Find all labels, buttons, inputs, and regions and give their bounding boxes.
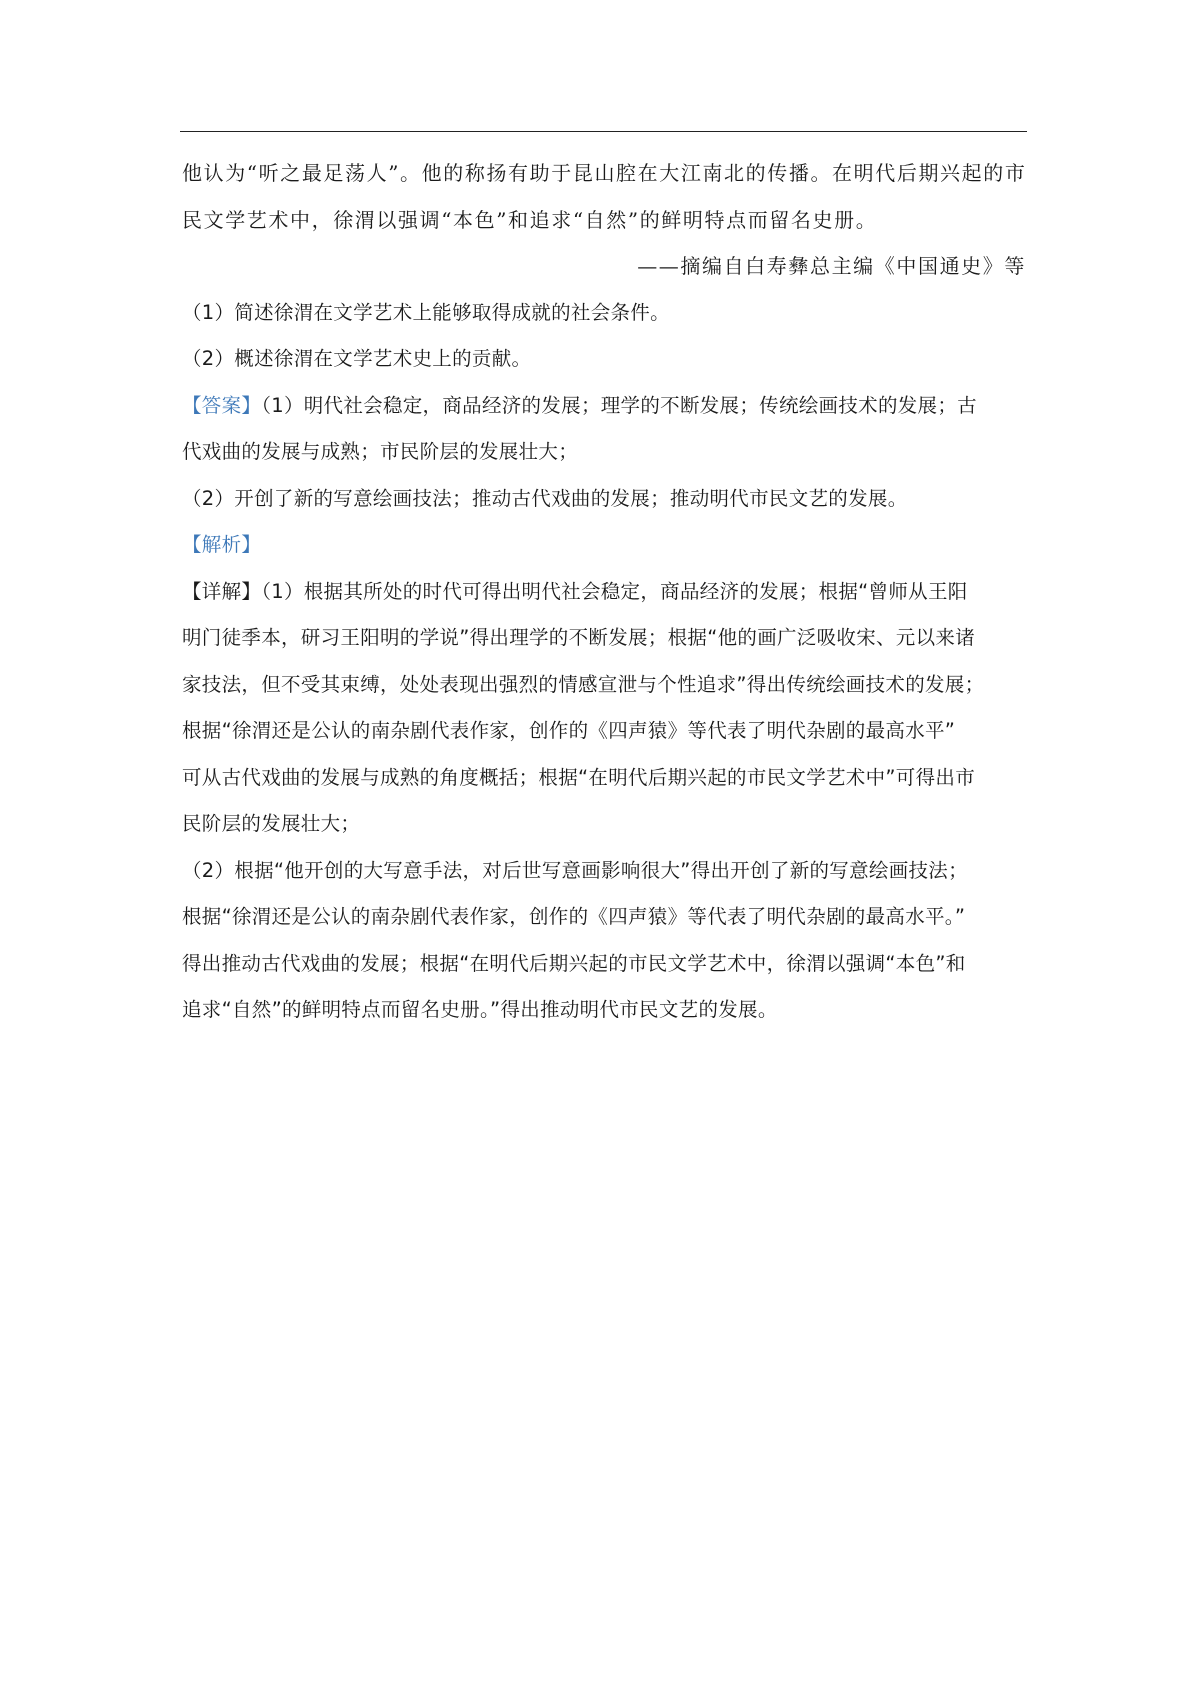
analysis-line: 【详解】（1）根据其所处的时代可得出明代社会稳定，商品经济的发展；根据“曾师从王阳 [182,579,968,603]
quote-line-1: 他认为“听之最足荡人”。他的称扬有助于昆山腔在大江南北的传播。在明代后期兴起的市 [182,161,1027,185]
answer-tag: 【答案】 [182,393,262,417]
analysis-line: 可从古代戏曲的发展与成熟的角度概括；根据“在明代后期兴起的市民文学艺术中”可得出市 [182,765,976,789]
analysis-line: 明门徒季本，研习王阳明的学说”得出理学的不断发展；根据“他的画广泛吸收宋、元以来诸 [182,626,976,649]
analysis-line: 追求“自然”的鲜明特点而留名史册。”得出推动明代市民文艺的发展。 [182,998,778,1021]
answer-part2: （2）开创了新的写意绘画技法；推动古代戏曲的发展；推动明代市民文艺的发展。 [182,486,908,510]
analysis-line: （2）根据“他开创的大写意手法，对后世写意画影响很大”得出开创了新的写意绘画技法； [182,858,968,882]
analysis-line: 家技法，但不受其束缚，处处表现出强烈的情感宣泄与个性追求”得出传统绘画技术的发展； [182,672,985,696]
quote-line-2: 民文学艺术中，徐渭以强调“本色”和追求“自然”的鲜明特点而留名史册。 [182,207,878,232]
question-1: （1）简述徐渭在文学艺术上能够取得成就的社会条件。 [182,300,670,324]
analysis-line: 民阶层的发展壮大； [182,812,361,835]
answer-part1-line1: （1）明代社会稳定，商品经济的发展；理学的不断发展；传统绘画技术的发展；古 [261,393,977,417]
question-2: （2）概述徐渭在文学艺术史上的贡献。 [182,347,532,370]
answer-line-1 [182,383,1028,430]
analysis-line: 得出推动古代戏曲的发展；根据“在明代后期兴起的市民文学艺术中，徐渭以强调“本色”和 [182,951,966,975]
quote-source: ——摘编自白寿彝总主编《中国通史》等 [637,254,1026,278]
document-content [182,150,1028,1034]
analysis-line: 根据“徐渭还是公认的南杂剧代表作家，创作的《四声猿》等代表了明代杂剧的最高水平” [182,719,956,742]
header-rule [180,131,1027,132]
answer-part1-line2: 代戏曲的发展与成熟；市民阶层的发展壮大； [182,440,579,463]
analysis-tag: 【解析】 [182,533,262,556]
analysis-line: 根据“徐渭还是公认的南杂剧代表作家，创作的《四声猿》等代表了明代杂剧的最高水平。” [182,905,966,928]
